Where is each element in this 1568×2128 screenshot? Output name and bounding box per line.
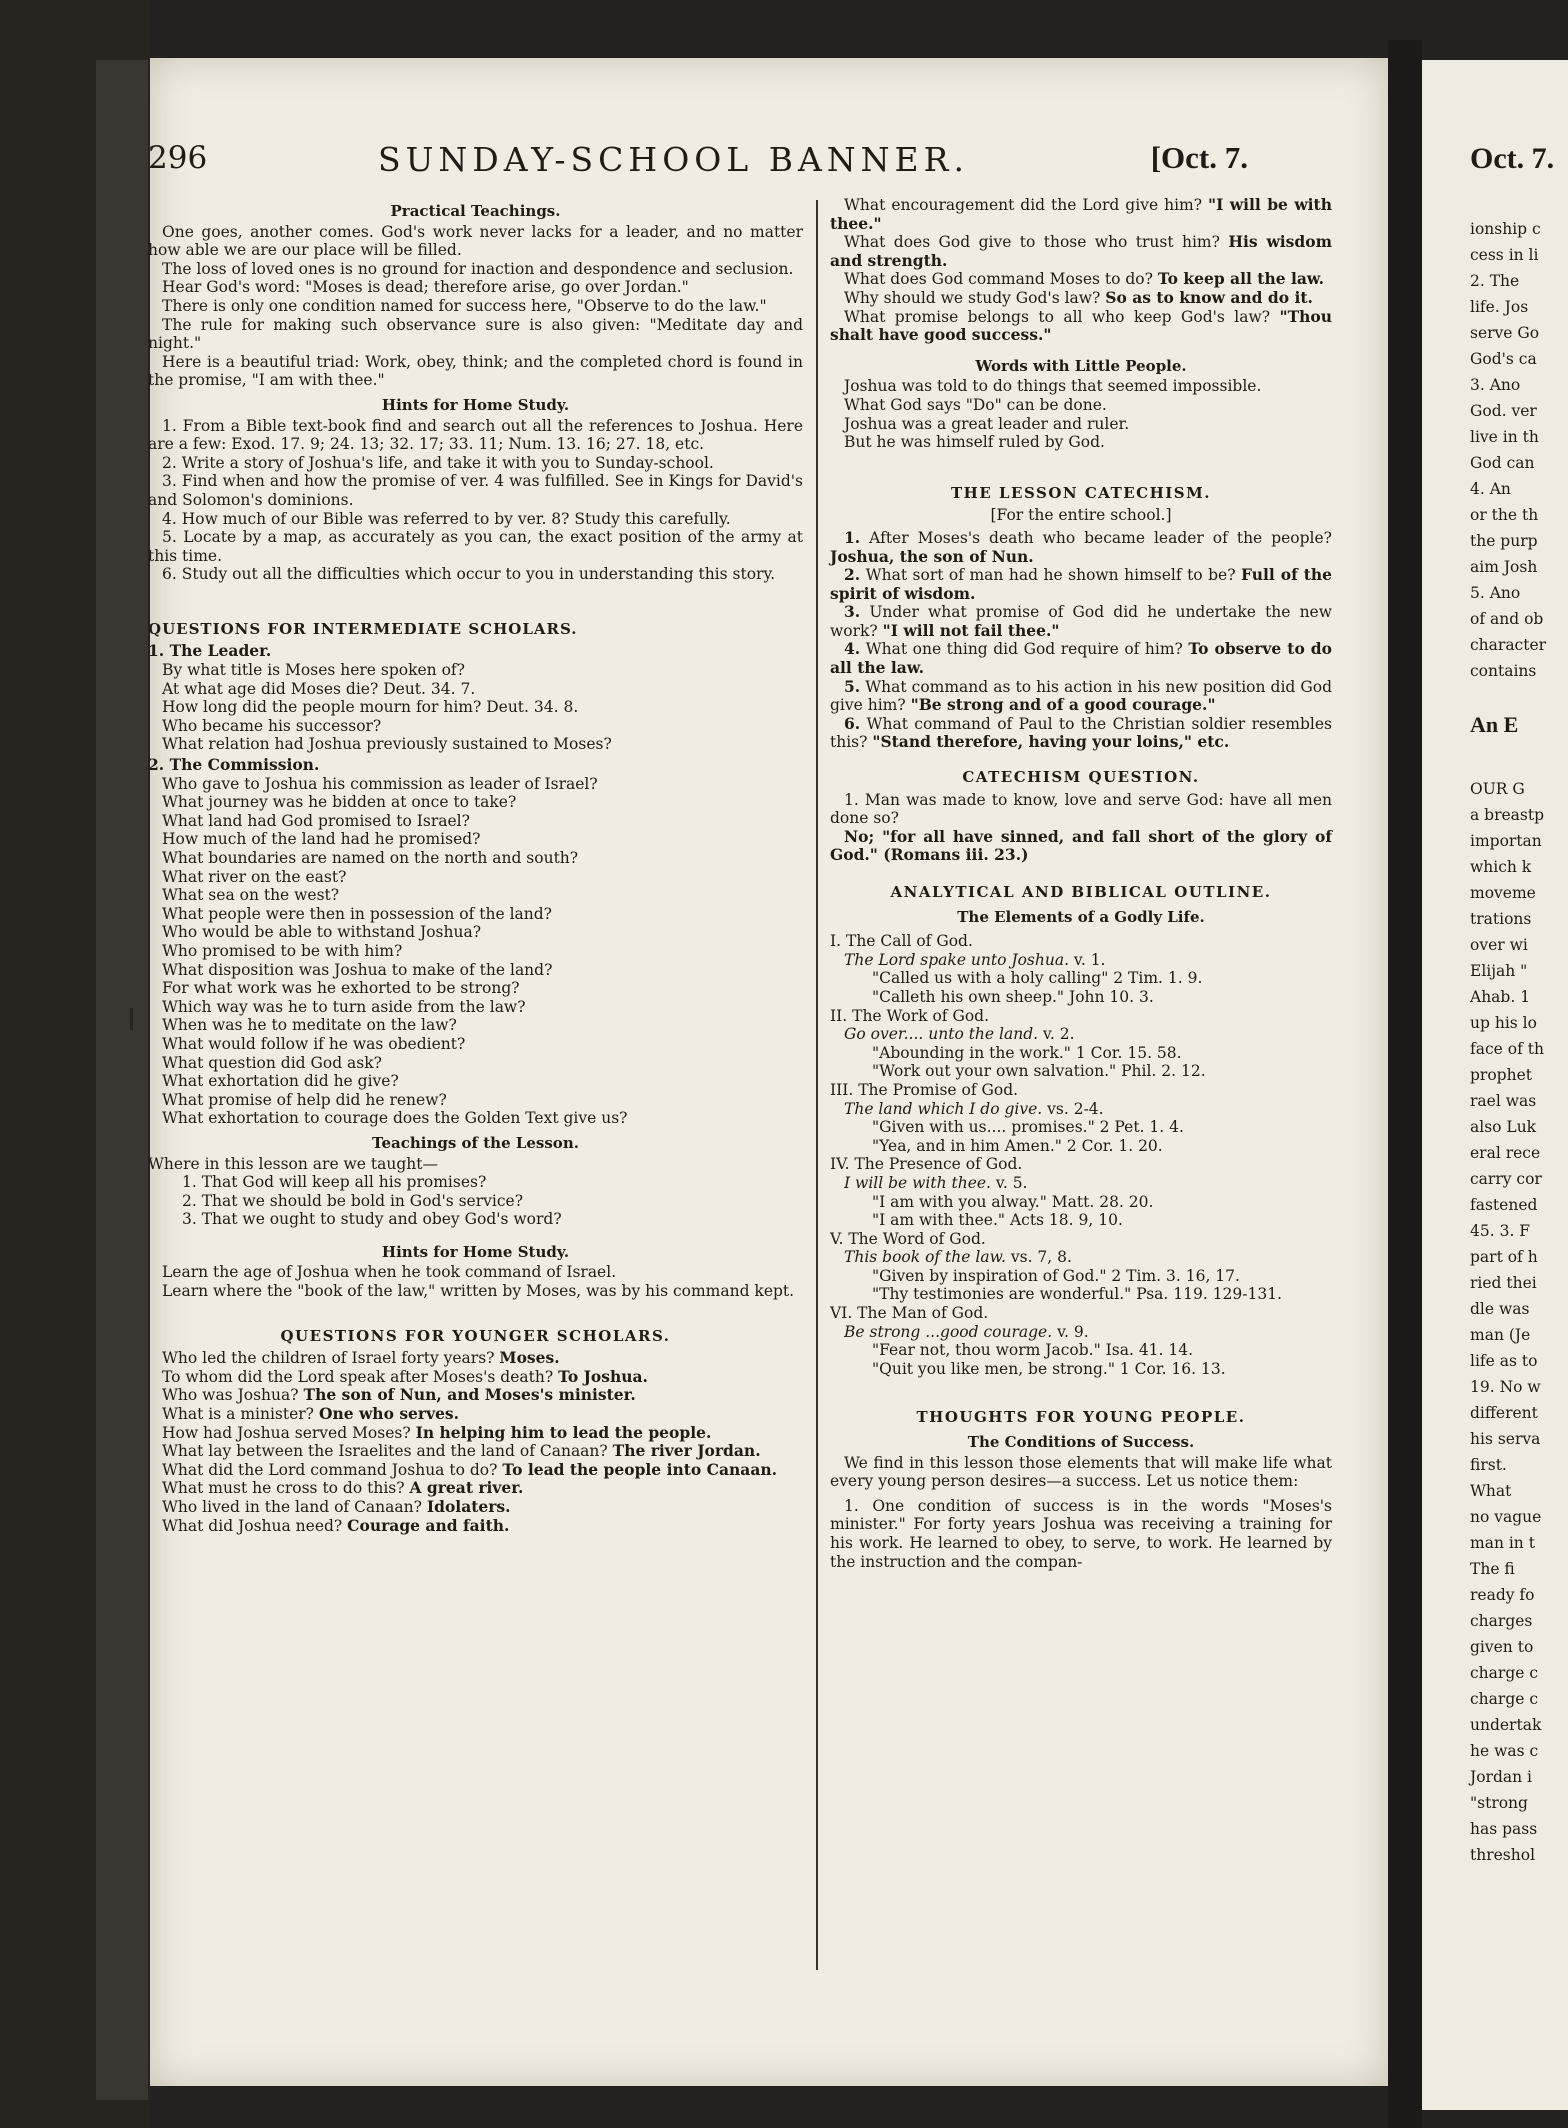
next-page-line: contains (1470, 662, 1537, 680)
right-column (830, 196, 1332, 1571)
question: By what title is Moses here spoken of? (162, 661, 465, 680)
question: What disposition was Joshua to make of the land? (162, 960, 553, 979)
practical-paragraph: The loss of loved ones is no ground for inaction and despondence and seclusion. (162, 259, 794, 278)
next-page-line: The fi (1470, 1560, 1515, 1578)
outline-cite: "Called us with a holy calling" 2 Tim. 1. 9. (872, 969, 1203, 988)
qa-answer: A great river. (409, 1478, 524, 1498)
page-gutter (1388, 40, 1422, 2128)
qa-answer: Idolaters. (426, 1497, 511, 1516)
thoughts-subheading: The Conditions of Success. (967, 1433, 1195, 1452)
qa-question: What lay between the Israelites and the land of Canaan? (162, 1442, 608, 1461)
hint-item: 3. Find when and how the promise of ver. 4 was fulfilled. See in Kings for David's and Solomon's dominions. (148, 472, 803, 509)
qa-item (148, 1461, 803, 1480)
thoughts-heading: THOUGHTS FOR YOUNG PEOPLE. (916, 1408, 1246, 1427)
next-page-line: the purp (1470, 532, 1538, 550)
intermediate-questions-heading: QUESTIONS FOR INTERMEDIATE SCHOLARS. (148, 619, 578, 638)
next-page-line: first. (1470, 1456, 1507, 1474)
qa-question: Who was Joshua? (162, 1386, 299, 1405)
next-page-line: OUR G (1470, 780, 1525, 798)
qa-answer: "Thou shalt have good success." (830, 306, 1332, 345)
catechism-number: 6. (844, 713, 861, 733)
hint-item: 5. Locate by a map, as accurately as you can, the exact position of the army at this time. (148, 528, 803, 565)
qa-question: What must he cross to do this? (162, 1479, 405, 1498)
next-page-header: Oct. 7. (1470, 142, 1555, 175)
question: What boundaries are named on the north and south? (162, 849, 579, 867)
question: What relation had Joshua previously sustained to Moses? (162, 735, 612, 754)
catechism-q: 1. Man was made to know, love and serve God: have all men done so? (830, 790, 1332, 828)
question: What journey was he bidden at once to take? (162, 793, 517, 812)
next-page-line: of and ob (1470, 610, 1544, 628)
qa-question: How had Joshua served Moses? (162, 1423, 411, 1442)
qa-item (148, 1442, 803, 1461)
next-page-line: 45. 3. F (1470, 1222, 1531, 1240)
running-head (148, 140, 1248, 186)
question: What sea on the west? (162, 886, 340, 905)
next-page-line: God's ca (1470, 350, 1537, 368)
next-page-line: Elijah " (1470, 962, 1528, 980)
next-page-line: threshol (1470, 1846, 1536, 1864)
outline-verse: The Lord spake unto Joshua. (844, 950, 1069, 969)
next-page-edge (1422, 60, 1568, 2110)
qa-item (830, 270, 1332, 289)
catechism-number: 2. (844, 565, 861, 585)
outline-title: VI. The Man of God. (830, 1304, 989, 1323)
little-people-line: Joshua was told to do things that seemed impossible. (844, 377, 1262, 396)
qa-item (148, 1498, 803, 1517)
catechism-item (830, 603, 1332, 640)
next-page-column (1422, 216, 1568, 1868)
hint-item: 2. Write a story of Joshua's life, and take it with you to Sunday-school. (162, 453, 714, 472)
outline-cite: "Given with us.... promises." 2 Pet. 1. 4. (872, 1118, 1184, 1137)
outline-verse: Be strong ...good courage. (844, 1322, 1053, 1341)
thoughts-paragraph: We find in this lesson those elements that will make life what every young person desires—a success. Let us notice them: (830, 1453, 1332, 1491)
page-number: 296 (148, 140, 208, 176)
outline-ref: v. 5. (991, 1173, 1028, 1192)
qa-item (830, 233, 1332, 270)
next-page-line: has pass (1470, 1820, 1538, 1838)
qa-item (148, 1368, 803, 1387)
next-page-line: eral rece (1470, 1144, 1541, 1162)
part-title-commission: 2. The Commission. (148, 755, 320, 775)
next-page-line: "strong (1470, 1794, 1528, 1812)
question: Who would be able to withstand Joshua? (162, 923, 481, 942)
outline-text (844, 1174, 1332, 1193)
question: How long did the people mourn for him? Deut. 34. 8. (162, 698, 579, 717)
catechism-answer: "Be strong and of a good courage." (910, 695, 1216, 715)
outline-ref: vs. 7, 8. (1005, 1248, 1072, 1267)
next-page-line: part of h (1470, 1248, 1538, 1266)
thoughts-paragraph: 1. One condition of success is in the words "Moses's minister." For forty years Joshua was receiving a training for his work. He learned to obey, to serve, to work. He learned by the instruction and the compan- (830, 1496, 1332, 1571)
teachings-heading: Teachings of the Lesson. (372, 1133, 579, 1152)
little-people-heading: Words with Little People. (975, 356, 1187, 375)
next-page-line: 19. No w (1470, 1378, 1541, 1396)
outline-cite: "Yea, and in him Amen." 2 Cor. 1. 20. (872, 1136, 1163, 1155)
qa-answer: To keep all the law. (1157, 269, 1325, 289)
qa-question: What does God give to those who trust him? (844, 233, 1220, 252)
question: How much of the land had he promised? (162, 830, 481, 849)
hint-item: 6. Study out all the difficulties which occur to you in understanding this story. (162, 565, 776, 584)
catechism-answer: To observe to do all the law. (830, 639, 1332, 678)
next-page-line: serve Go (1470, 324, 1540, 342)
catechism-answer: "I will not fail thee." (882, 620, 1060, 640)
outline-heading: ANALYTICAL AND BIBLICAL OUTLINE. (890, 883, 1272, 901)
question: What promise of help did he renew? (162, 1090, 447, 1109)
left-column (148, 196, 803, 1535)
practical-paragraph: One goes, another comes. God's work never lacks for a leader, and no matter how able we are our place will be filled. (148, 222, 803, 260)
catechism-question: What command of Paul to the Christian soldier resembles this? (830, 714, 1332, 752)
outline-text (844, 951, 1332, 970)
practical-paragraph: Here is a beautiful triad: Work, obey, think; and the completed chord is found in the promise, "I am with thee." (148, 352, 803, 390)
next-page-line: carry cor (1470, 1170, 1542, 1188)
qa-answer: The river Jordan. (612, 1441, 761, 1461)
next-page-line: which k (1470, 858, 1532, 876)
next-page-line: given to (1470, 1638, 1534, 1656)
little-people-line: Joshua was a great leader and ruler. (844, 414, 1130, 433)
outline-ref: vs. 2-4. (1042, 1099, 1104, 1118)
outline-text (844, 1323, 1332, 1342)
next-page-line: or the th (1470, 506, 1539, 524)
question: What exhortation did he give? (162, 1072, 399, 1091)
catechism-answer: "Stand therefore, having your loins," etc. (872, 732, 1230, 752)
hints-home-study-heading: Hints for Home Study. (381, 395, 570, 414)
question: What river on the east? (162, 867, 347, 886)
qa-item (148, 1424, 803, 1443)
next-page-line: prophet (1470, 1066, 1532, 1084)
outline-ref: v. 2. (1038, 1025, 1075, 1044)
qa-answer: So as to know and do it. (1105, 287, 1313, 307)
outline-title: IV. The Presence of God. (830, 1155, 1023, 1174)
margin-mark (130, 1008, 133, 1030)
outline-ref: v. 9. (1052, 1322, 1089, 1341)
outline-cite: "Calleth his own sheep." John 10. 3. (872, 987, 1154, 1006)
binding-edge (96, 60, 148, 2100)
next-page-line: 2. The (1470, 272, 1520, 290)
qa-answer: The son of Nun, and Moses's minister. (303, 1385, 636, 1405)
qa-item (148, 1479, 803, 1498)
question: What exhortation to courage does the Golden Text give us? (162, 1109, 628, 1128)
qa-question: To whom did the Lord speak after Moses's death? (162, 1367, 554, 1386)
issue-date: [Oct. 7. (1150, 140, 1248, 175)
outline-verse: The land which I do give. (844, 1099, 1043, 1118)
qa-question: What does God command Moses to do? (844, 270, 1153, 289)
qa-item (830, 196, 1332, 233)
next-page-line: his serva (1470, 1430, 1541, 1448)
qa-answer: In helping him to lead the people. (415, 1422, 712, 1442)
next-page-line: undertak (1470, 1716, 1542, 1734)
qa-answer: To Joshua. (558, 1366, 648, 1386)
teaching-item: 1. That God will keep all his promises? (182, 1173, 487, 1192)
outline-verse: I will be with thee. (844, 1173, 991, 1192)
catechism-note: [For the entire school.] (990, 506, 1172, 525)
younger-questions-heading: QUESTIONS FOR YOUNGER SCHOLARS. (280, 1326, 671, 1345)
catechism-question: Under what promise of God did he undertake the new work? (830, 603, 1332, 640)
next-page-line: charge c (1470, 1690, 1539, 1708)
lesson-catechism-heading: THE LESSON CATECHISM. (951, 483, 1211, 502)
next-page-line: moveme (1470, 884, 1536, 902)
next-page-line: man in t (1470, 1534, 1535, 1552)
catechism-item (830, 640, 1332, 677)
outline-cite: "Given by inspiration of God." 2 Tim. 3. 16, 17. (872, 1266, 1240, 1285)
next-page-line: trations (1470, 910, 1532, 928)
next-page-line: ionship c (1470, 220, 1541, 238)
qa-item (148, 1386, 803, 1405)
qa-question: What did Joshua need? (162, 1516, 343, 1535)
hint-item: 4. How much of our Bible was referred to by ver. 8? Study this carefully. (162, 509, 731, 528)
practical-paragraph: Hear God's word: "Moses is dead; therefore arise, go over Jordan." (162, 278, 689, 297)
catechism-question: What sort of man had he shown himself to be? (865, 566, 1236, 585)
qa-answer: One who serves. (318, 1404, 460, 1424)
teaching-item: 3. That we ought to study and obey God's word? (182, 1210, 562, 1229)
next-page-line: he was c (1470, 1742, 1539, 1760)
hint-item: Learn where the "book of the law," written by Moses, was by his command kept. (162, 1282, 795, 1301)
hint-item: Learn the age of Joshua when he took command of Israel. (162, 1263, 617, 1282)
outline-cite: "I am with you alway." Matt. 28. 20. (872, 1192, 1154, 1211)
catechism-item (830, 715, 1332, 752)
journal-title: SUNDAY-SCHOOL BANNER. (378, 140, 969, 179)
qa-answer: Courage and faith. (347, 1515, 510, 1535)
qa-item (148, 1517, 803, 1536)
catechism-number: 1. (844, 527, 861, 547)
catechism-item (830, 566, 1332, 603)
next-page-line: Jordan i (1470, 1768, 1532, 1786)
next-page-line: 3. Ano (1470, 376, 1521, 394)
catechism-question: After Moses's death who became leader of the people? (869, 528, 1332, 547)
next-page-line: Ahab. 1 (1470, 988, 1531, 1006)
qa-item (148, 1405, 803, 1424)
next-page-line: character (1470, 636, 1547, 654)
next-page-line: 4. An (1470, 480, 1511, 498)
next-page-line: over wi (1470, 936, 1528, 954)
outline-text (844, 1100, 1332, 1119)
qa-question: Why should we study God's law? (844, 288, 1101, 307)
next-page-section-title: An E (1470, 712, 1519, 737)
qa-item (148, 1349, 803, 1368)
outline-section (830, 932, 1332, 1006)
outline-section (830, 1155, 1332, 1229)
next-page-line: dle was (1470, 1300, 1530, 1318)
catechism-answer: Joshua, the son of Nun. (830, 546, 1034, 566)
qa-question: What is a minister? (162, 1405, 314, 1424)
next-page-line: a breastp (1470, 806, 1545, 824)
question: For what work was he exhorted to be strong? (162, 979, 520, 998)
next-page-line: charges (1470, 1612, 1533, 1630)
outline-title: III. The Promise of God. (830, 1080, 1019, 1099)
next-page-line: 5. Ano (1470, 584, 1521, 602)
teaching-item: 2. That we should be bold in God's service? (182, 1191, 523, 1210)
catechism-number: 4. (844, 639, 861, 659)
next-page-line: man (Je (1470, 1326, 1531, 1344)
next-page-line: ready fo (1470, 1586, 1535, 1604)
next-page-line: live in th (1470, 428, 1539, 446)
part-title-leader: 1. The Leader. (148, 641, 272, 661)
outline-verse: Go over.... unto the land. (844, 1025, 1039, 1044)
qa-answer: To lead the people into Canaan. (502, 1459, 778, 1479)
qa-answer: Moses. (499, 1348, 560, 1368)
question: Who became his successor? (162, 716, 382, 735)
qa-question: What did the Lord command Joshua to do? (162, 1460, 498, 1479)
outline-text (844, 1248, 1332, 1267)
next-page-line: What (1470, 1482, 1512, 1500)
next-page-line: rael was (1470, 1092, 1537, 1110)
column-rule (816, 200, 818, 1970)
outline-title: V. The Word of God. (830, 1229, 986, 1248)
next-page-line: fastened (1470, 1196, 1538, 1214)
outline-cite: "Thy testimonies are wonderful." Psa. 119. 129-131. (872, 1285, 1283, 1304)
catechism-question: What command as to his action in his new position did God give him? (830, 677, 1332, 715)
outline-cite: "Work out your own salvation." Phil. 2. 12. (872, 1062, 1206, 1081)
outline-subheading: The Elements of a Godly Life. (957, 907, 1205, 926)
outline-title: I. The Call of God. (830, 932, 973, 951)
next-page-line: no vague (1470, 1508, 1542, 1526)
outline-ref: v. 1. (1069, 950, 1106, 969)
catechism-question: What one thing did God require of him? (865, 640, 1183, 659)
catechism-item (830, 529, 1332, 566)
next-page-line: charge c (1470, 1664, 1539, 1682)
qa-answer: His wisdom and strength. (830, 232, 1332, 270)
catechism-a: No; "for all have sinned, and fall short of the glory of God." (Romans iii. 23.) (830, 826, 1332, 865)
outline-section (830, 1081, 1332, 1155)
next-page-line: different (1470, 1404, 1538, 1422)
question: At what age did Moses die? Deut. 34. 7. (162, 679, 476, 698)
hint-item: 1. From a Bible text-book find and search out all the references to Joshua. Here are a few: Exod. 17. 9; 24. 13; 32. 17; 33. 11; Num. 13. 16; 27. 18, etc. (148, 416, 803, 454)
next-page-line: life. Jos (1470, 298, 1529, 316)
outline-cite: "Quit you like men, be strong." 1 Cor. 16. 13. (872, 1359, 1226, 1378)
catechism-item (830, 678, 1332, 715)
qa-answer: "I will be with thee." (830, 195, 1332, 233)
outline-cite: "I am with thee." Acts 18. 9, 10. (872, 1211, 1123, 1230)
outline-verse: This book of the law. (844, 1248, 1006, 1267)
qa-item (830, 289, 1332, 308)
qa-item (830, 308, 1332, 345)
practical-teachings-heading: Practical Teachings. (390, 202, 561, 220)
catechism-number: 3. (844, 602, 861, 622)
next-page-line: God. ver (1470, 402, 1537, 420)
qa-question: Who lived in the land of Canaan? (162, 1498, 422, 1516)
outline-section (830, 1304, 1332, 1378)
outline-text (844, 1025, 1332, 1044)
question: What would follow if he was obedient? (162, 1034, 466, 1053)
question: What land had God promised to Israel? (162, 811, 470, 830)
qa-question: What encouragement did the Lord give him? (844, 196, 1203, 214)
teachings-intro: Where in this lesson are we taught— (148, 1154, 438, 1173)
practical-paragraph: There is only one condition named for success here, "Observe to do the law." (162, 296, 767, 315)
outline-section (830, 1230, 1332, 1304)
outline-cite: "Fear not, thou worm Jacob." Isa. 41. 14. (872, 1341, 1194, 1360)
next-page-line: God can (1470, 454, 1535, 472)
catechism-answer: Full of the spirit of wisdom. (830, 565, 1332, 603)
next-page-line: also Luk (1470, 1118, 1537, 1136)
little-people-line: What God says "Do" can be done. (844, 395, 1107, 414)
catechism-number: 5. (844, 676, 861, 696)
question: What question did God ask? (162, 1053, 382, 1072)
question: Who promised to be with him? (162, 941, 403, 960)
catechism-question-heading: CATECHISM QUESTION. (962, 768, 1200, 787)
qa-question: What promise belongs to all who keep God's law? (844, 307, 1271, 326)
practical-paragraph: The rule for making such observance sure is also given: "Meditate day and night." (148, 315, 803, 353)
outline-section (830, 1007, 1332, 1081)
next-page-line: face of th (1470, 1040, 1544, 1058)
question: Which way was he to turn aside from the law? (162, 997, 526, 1016)
outline-title: II. The Work of God. (830, 1006, 990, 1025)
question: When was he to meditate on the law? (162, 1016, 457, 1035)
next-page-line: aim Josh (1470, 558, 1538, 576)
question: Who gave to Joshua his commission as leader of Israel? (162, 774, 598, 793)
question: What people were then in possession of the land? (162, 904, 552, 923)
next-page-line: ried thei (1470, 1274, 1537, 1292)
little-people-line: But he was himself ruled by God. (844, 433, 1105, 452)
outline-cite: "Abounding in the work." 1 Cor. 15. 58. (872, 1043, 1182, 1062)
next-page-line: cess in li (1470, 246, 1539, 264)
next-page-line: up his lo (1470, 1014, 1537, 1032)
next-page-line: life as to (1470, 1352, 1538, 1370)
qa-question: Who led the children of Israel forty years? (162, 1349, 495, 1368)
hints-home-study-heading-2: Hints for Home Study. (381, 1242, 570, 1261)
next-page-line: importan (1470, 832, 1542, 850)
